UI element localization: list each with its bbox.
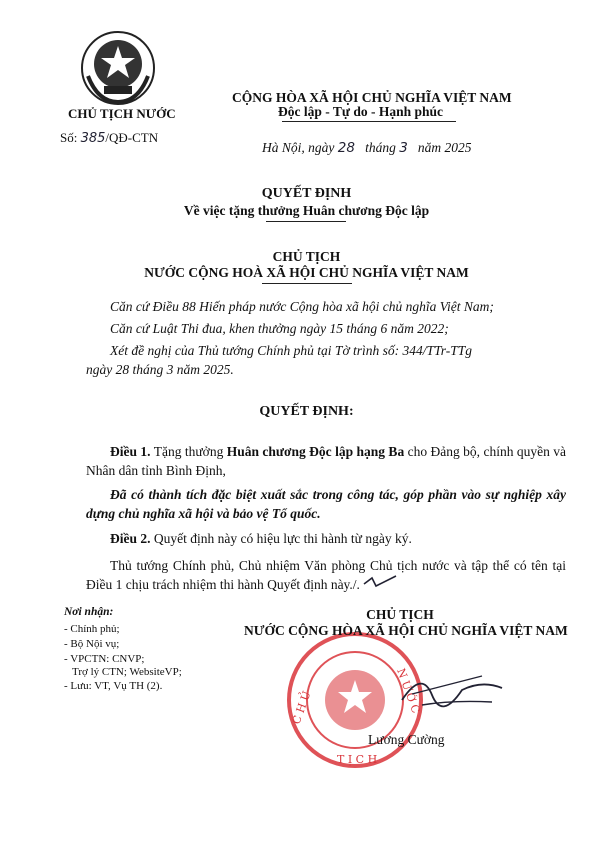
document-subject: Về việc tặng thưởng Huân chương Độc lập	[183, 203, 430, 218]
nation-title: CỘNG HÒA XÃ HỘI CHỦ NGHĨA VIỆT NAM	[232, 90, 512, 105]
decision-heading: QUYẾT ĐỊNH:	[259, 404, 354, 419]
legal-basis-3: Xét đề nghị của Thủ tướng Chính phủ tại Tờ trình số: 344/TTr-TTg	[110, 343, 473, 358]
recipient-item: - Bộ Nội vụ;	[64, 638, 120, 650]
signer-name: Lương Cường	[368, 732, 445, 747]
article-1-merit: Đã có thành tích đặc biệt xuất sắc trong công tác, góp phần vào sự nghiệp xây dựng chủ nghĩa xã hội và bảo vệ Tổ quốc.	[86, 487, 566, 521]
authority-nation: NƯỚC CỘNG HOÀ XÃ HỘI CHỦ NGHĨA VIỆT NAM	[144, 265, 469, 280]
date-month-handwritten: 3	[399, 140, 408, 156]
recipient-item: Trợ lý CTN; WebsiteVP;	[72, 666, 182, 678]
authority-underline	[262, 283, 352, 284]
article-2: Điều 2. Quyết định này có hiệu lực thi hành từ ngày ký.	[110, 531, 412, 546]
authority-title: CHỦ TỊCH	[272, 249, 341, 264]
legal-basis-2: Căn cứ Luật Thi đua, khen thưởng ngày 15 tháng 6 năm 2022;	[110, 321, 449, 336]
legal-basis-1: Căn cứ Điều 88 Hiến pháp nước Cộng hòa xã hội chủ nghĩa Việt Nam;	[110, 299, 494, 314]
issue-date: Hà Nội, ngày 28 tháng 3 năm 2025	[262, 140, 472, 156]
legal-basis-4: ngày 28 tháng 3 năm 2025.	[86, 362, 234, 377]
signer-nation: NƯỚC CỘNG HÒA XÃ HỘI CHỦ NGHĨA VIỆT NAM	[244, 623, 568, 638]
recipient-item: - Lưu: VT, Vụ TH (2).	[64, 680, 163, 692]
date-day-handwritten: 28	[337, 140, 355, 156]
recipients-title: Nơi nhận:	[64, 606, 114, 618]
document-number-handwritten: 385	[80, 131, 106, 146]
nation-motto: Độc lập - Tự do - Hạnh phúc	[278, 104, 444, 119]
article-3: Thủ tướng Chính phủ, Chủ nhiệm Văn phòng Chủ tịch nước và tập thể có tên tại Điều 1 chịu trách nhiệm thi hành Quyết định này./.	[86, 558, 566, 592]
signer-title: CHỦ TỊCH	[366, 607, 434, 622]
svg-text:C H Ủ: C H Ủ	[289, 689, 314, 727]
svg-text:N Ư Ớ C: N Ư Ớ C	[394, 666, 423, 716]
national-emblem-icon	[80, 30, 156, 106]
recipient-item: - VPCTN: CNVP;	[64, 653, 145, 665]
initial-mark-icon	[360, 574, 400, 588]
subject-underline	[266, 221, 346, 222]
recipient-item: - Chính phủ;	[64, 623, 120, 635]
svg-text:T Ị C H: T Ị C H	[337, 753, 378, 766]
issuing-organization: CHỦ TỊCH NƯỚC	[68, 106, 176, 121]
motto-underline	[282, 121, 456, 122]
article-1: Điều 1. Tặng thưởng Huân chương Độc lập hạng Ba cho Đảng bộ, chính quyền và Nhân dân tỉnh Bình Định,	[86, 444, 567, 478]
document-title: QUYẾT ĐỊNH	[261, 186, 352, 201]
handwritten-signature-icon	[392, 650, 512, 730]
document-number: Số: 385/QĐ-CTN	[60, 130, 159, 146]
